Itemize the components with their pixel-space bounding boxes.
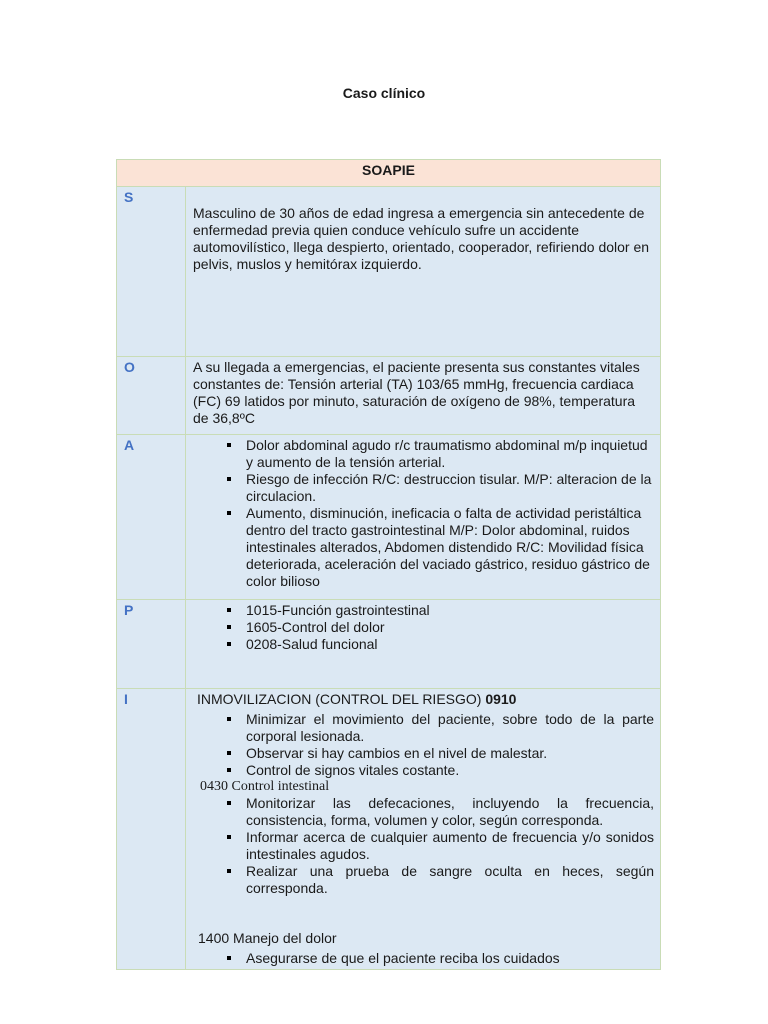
list-item: Observar si hay cambios en el nivel de malestar. bbox=[227, 745, 654, 762]
list-item: Aumento, disminución, ineficacia o falta de actividad peristáltica dentro del tracto gastrointestinal M/P: Dolor abdominal, ruidos intestinales alterados, Abdomen distendido R/C: Movilidad física deteriorada, aceleración del vaciado gástrico, residuo gástrico de color bilioso bbox=[227, 505, 654, 590]
list-item: Control de signos vitales costante. bbox=[227, 762, 654, 779]
list-item: Dolor abdominal agudo r/c traumatismo abdominal m/p inquietud y aumento de la tensión arterial. bbox=[227, 437, 654, 471]
document-title: Caso clínico bbox=[342, 85, 426, 101]
list-item: Informar acerca de cualquier aumento de frecuencia y/o sonidos intestinales agudos. bbox=[227, 829, 654, 863]
intervention-heading-immobilization bbox=[193, 691, 654, 708]
list-item: Asegurarse de que el paciente reciba los cuidados bbox=[227, 950, 654, 967]
intervention-heading-pain-management: 1400 Manejo del dolor bbox=[198, 930, 337, 946]
row-letter-s: S bbox=[117, 187, 186, 357]
plan-cell bbox=[186, 600, 661, 689]
table-header-row bbox=[117, 160, 661, 187]
spacer bbox=[193, 897, 654, 930]
intervention-heading-bowel-control: 0430 Control intestinal bbox=[200, 779, 330, 794]
intervention-heading-code: 0910 bbox=[485, 691, 517, 707]
list-item: 1015-Función gastrointestinal bbox=[227, 602, 654, 619]
assessment-list bbox=[193, 437, 654, 590]
soapie-table bbox=[116, 159, 661, 970]
intervention-cell bbox=[186, 689, 661, 970]
table-header: SOAPIE bbox=[117, 160, 661, 187]
list-item: Riesgo de infección R/C: destruccion tisular. M/P: alteracion de la circulacion. bbox=[227, 471, 654, 505]
list-item: Minimizar el movimiento del paciente, sobre todo de la parte corporal lesionada. bbox=[227, 711, 654, 745]
list-item: Realizar una prueba de sangre oculta en heces, según corresponda. bbox=[227, 863, 654, 897]
table-row-p bbox=[117, 600, 661, 689]
bowel-control-list bbox=[193, 795, 654, 897]
subjective-text: Masculino de 30 años de edad ingresa a emergencia sin antecedente de enfermedad previa quien conduce vehículo sufre un accidente automovilístico, llega despierto, orientado, cooperador, refiriendo dolor en pelvis, muslos y hemitórax izquierdo. bbox=[186, 187, 661, 357]
row-letter-p: P bbox=[117, 600, 186, 689]
immobilization-list bbox=[193, 711, 654, 779]
intervention-heading-text: INMOVILIZACION (CONTROL DEL RIESGO) bbox=[197, 691, 486, 707]
pain-management-list bbox=[193, 950, 654, 967]
list-item: Monitorizar las defecaciones, incluyendo la frecuencia, consistencia, forma, volumen y color, según corresponda. bbox=[227, 795, 654, 829]
row-letter-i: I bbox=[117, 689, 186, 970]
plan-list bbox=[193, 602, 654, 653]
table-row-o bbox=[117, 357, 661, 435]
list-item: 1605-Control del dolor bbox=[227, 619, 654, 636]
row-letter-a: A bbox=[117, 435, 186, 600]
row-letter-o: O bbox=[117, 357, 186, 435]
table-row-i bbox=[117, 689, 661, 970]
objective-text: A su llegada a emergencias, el paciente presenta sus constantes vitales constantes de: Tensión arterial (TA) 103/65 mmHg, frecuencia cardiaca (FC) 69 latidos por minuto, saturación de oxígeno de 98%, temperatura de 36,8ºC bbox=[186, 357, 661, 435]
table-row-s bbox=[117, 187, 661, 357]
table-row-a bbox=[117, 435, 661, 600]
assessment-cell bbox=[186, 435, 661, 600]
list-item: 0208-Salud funcional bbox=[227, 636, 654, 653]
